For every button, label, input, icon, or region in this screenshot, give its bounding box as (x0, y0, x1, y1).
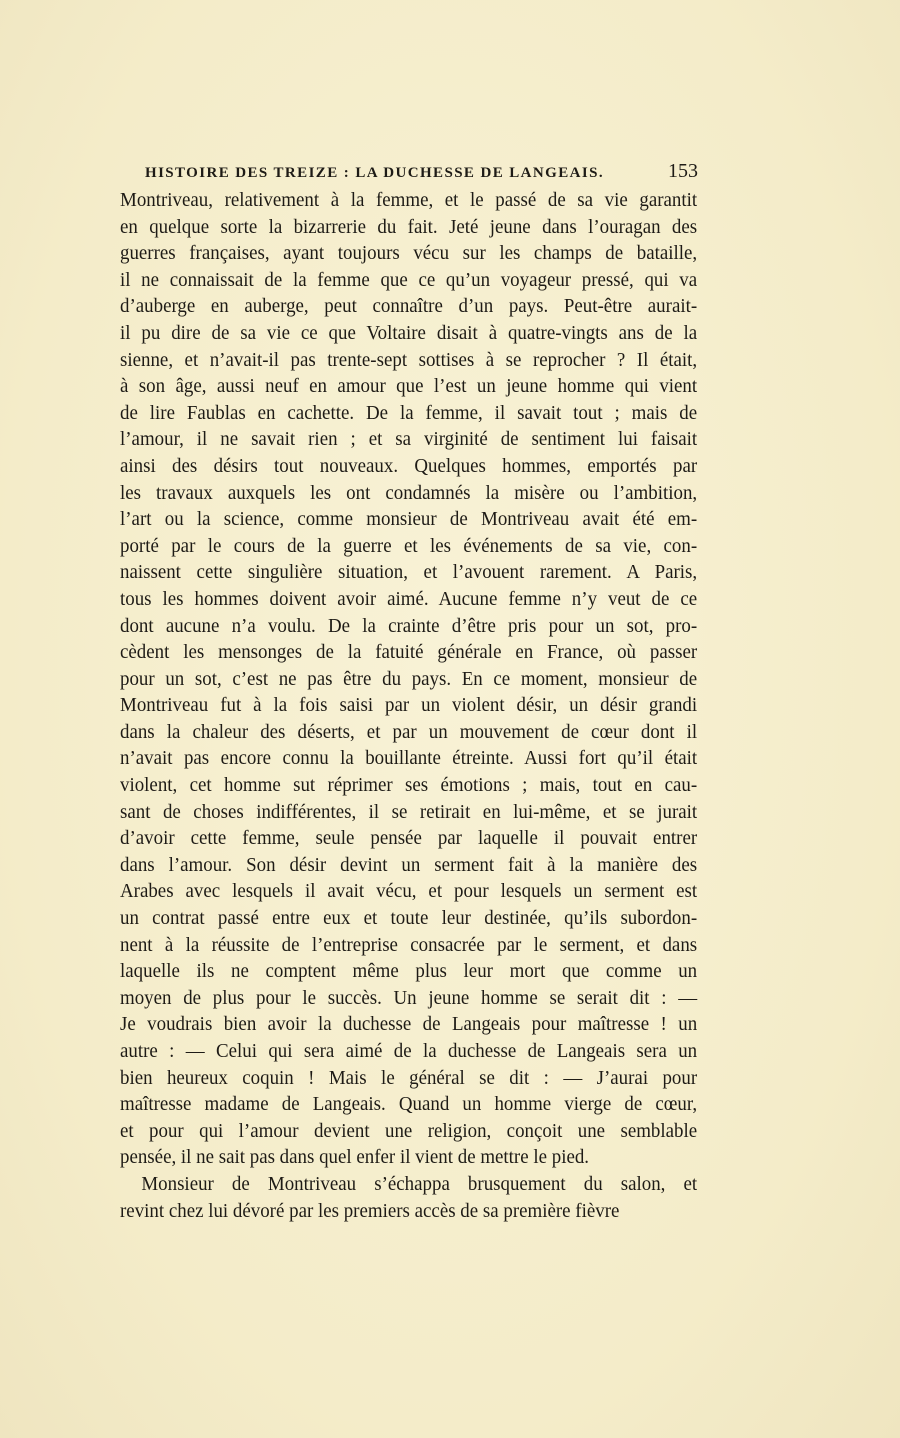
text-line: de lire Faublas en cachette. De la femme, il savait tout ; mais de (120, 402, 698, 424)
text-line: Je voudrais bien avoir la duchesse de Langeais pour maîtresse ! un (120, 1014, 698, 1036)
text-line: guerres françaises, ayant toujours vécu sur les champs de bataille, (120, 243, 698, 265)
text-line: violent, cet homme sut réprimer ses émotions ; mais, tout en cau- (120, 775, 698, 797)
text-line: autre : — Celui qui sera aimé de la duchesse de Langeais sera un (120, 1041, 698, 1062)
text-line: revint chez lui dévoré par les premiers accès de sa première fièvre (120, 1200, 620, 1222)
text-line: maîtresse madame de Langeais. Quand un homme vierge de cœur, (120, 1094, 698, 1116)
text-line: dans la chaleur des déserts, et par un mouvement de cœur dont il (120, 721, 698, 743)
text-line: les travaux auxquels les ont condamnés la misère ou l’ambition, (120, 482, 698, 504)
text-line: un contrat passé entre eux et toute leur destinée, qu’ils subordon- (120, 908, 698, 930)
text-line: cèdent les mensonges de la fatuité générale en France, où passer (120, 642, 698, 664)
running-header (145, 160, 698, 186)
text-line: ainsi des désirs tout nouveaux. Quelques hommes, emportés par (120, 455, 698, 477)
text-line: nent à la réussite de l’entreprise consacrée par le serment, et dans (120, 934, 698, 956)
text-line: l’art ou la science, comme monsieur de Montriveau avait été em- (120, 509, 698, 531)
text-line: Arabes avec lesquels il avait vécu, et pour lesquels un serment est (120, 881, 698, 903)
text-line: il pu dire de sa vie ce que Voltaire disait à quatre-vingts ans de la (120, 322, 698, 344)
text-line: il ne connaissait de la femme que ce qu’un voyageur pressé, qui va (120, 269, 698, 291)
text-line: laquelle ils ne comptent même plus leur mort que comme un (120, 961, 698, 983)
text-line: pour un sot, c’est ne pas être du pays. En ce moment, monsieur de (120, 668, 698, 690)
text-line: l’amour, il ne savait rien ; et sa virginité de sentiment lui faisait (120, 429, 698, 451)
text-line: sant de choses indifférentes, il se retirait en lui-même, et se jurait (120, 801, 698, 823)
text-line: et pour qui l’amour devient une religion, conçoit une semblable (120, 1120, 698, 1142)
text-line: pensée, il ne sait pas dans quel enfer il vient de mettre le pied. (120, 1147, 590, 1169)
running-title: HISTOIRE DES TREIZE : LA DUCHESSE DE LANGEAIS. (145, 165, 604, 181)
text-line: n’avait pas encore connu la bouillante étreinte. Aussi fort qu’il était (120, 748, 698, 770)
text-line: dans l’amour. Son désir devint un serment fait à la manière des (120, 854, 698, 876)
text-line: en quelque sorte la bizarrerie du fait. Jeté jeune dans l’ouragan des (120, 216, 698, 238)
text-line: Montriveau, relativement à la femme, et le passé de sa vie garantit (120, 190, 698, 211)
page-number: 153 (668, 160, 698, 182)
text-line: Montriveau fut à la fois saisi par un violent désir, un désir grandi (120, 695, 698, 717)
text-line: Monsieur de Montriveau s’échappa brusquement du salon, et (141, 1173, 698, 1195)
text-line: bien heureux coquin ! Mais le général se dit : — J’aurai pour (120, 1067, 698, 1089)
text-line: d’auberge en auberge, peut connaître d’un pays. Peut-être aurait- (120, 296, 698, 318)
text-line: d’avoir cette femme, seule pensée par laquelle il pouvait entrer (120, 828, 698, 850)
text-line: sienne, et n’avait-il pas trente-sept sottises à se reprocher ? Il était, (120, 349, 698, 371)
text-line: naissent cette singulière situation, et l’avouent rarement. A Paris, (120, 562, 698, 584)
text-line: à son âge, aussi neuf en amour que l’est un jeune homme qui vient (120, 376, 698, 398)
text-line: porté par le cours de la guerre et les événements de sa vie, con- (120, 535, 698, 557)
text-line: tous les hommes doivent avoir aimé. Aucune femme n’y veut de ce (120, 588, 698, 610)
body-text (120, 188, 697, 1225)
text-line: moyen de plus pour le succès. Un jeune homme se serait dit : — (120, 987, 698, 1009)
text-line: dont aucune n’a voulu. De la crainte d’être pris pour un sot, pro- (120, 615, 698, 637)
